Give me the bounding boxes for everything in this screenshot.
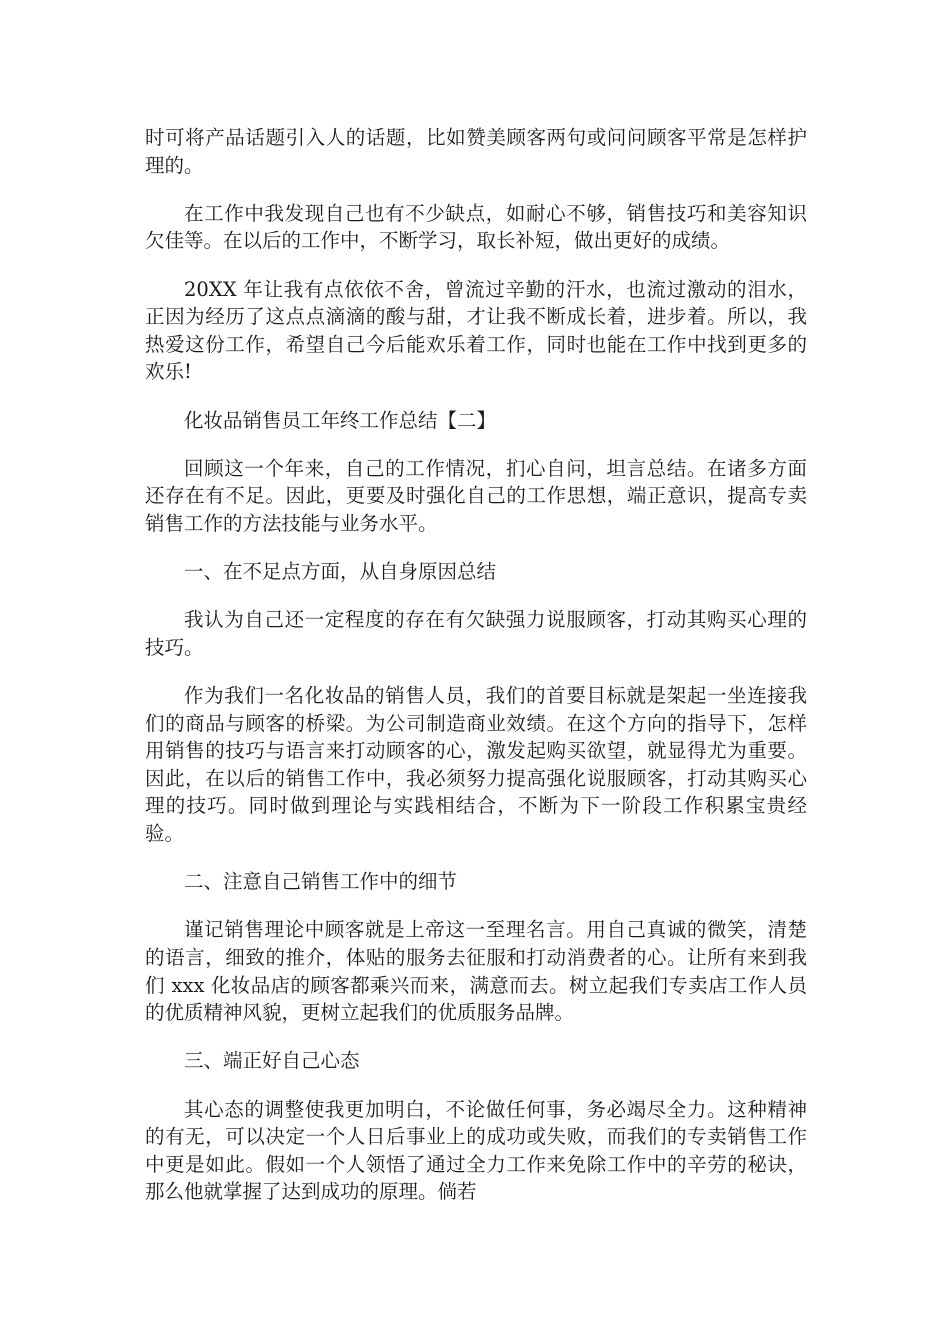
paragraph-persuasion: 我认为自己还一定程度的存在有欠缺强力说服顾客，打动其购买心理的技巧。	[145, 608, 807, 659]
paragraph-sales-goal: 作为我们一名化妆品的销售人员，我们的首要目标就是架起一坐连接我们的商品与顾客的桥梁。为公司制造商业效绩。在这个方向的指导下，怎样用销售的技巧与语言来打动顾客的心，激发起购买欲望，就显得尤为重要。因此，在以后的销售工作中，我必须努力提高强化说服顾客，打动其购买心理的技巧。同时做到理论与实践相结合，不断为下一阶段工作积累宝贵经验。	[145, 684, 807, 846]
paragraph-shortcomings: 在工作中我发现自己也有不少缺点，如耐心不够，销售技巧和美容知识欠佳等。在以后的工作中，不断学习，取长补短，做出更好的成绩。	[145, 201, 807, 253]
heading-point-one: 一、在不足点方面，从自身原因总结	[184, 560, 497, 584]
document-page	[145, 124, 807, 1227]
section-title: 化妆品销售员工年终工作总结【二】	[184, 408, 497, 432]
paragraph-mindset: 其心态的调整使我更加明白，不论做任何事，务必竭尽全力。这种精神的有无，可以决定一个人日后事业上的成功或失败，而我们的专卖销售工作中更是如此。假如一个人领悟了通过全力工作来免除工作中的辛劳的秘诀，那么他就掌握了达到成功的原理。倘若	[145, 1097, 807, 1204]
paragraph-customer-service: 谨记销售理论中顾客就是上帝这一至理名言。用自己真诚的微笑，清楚的语言，细致的推介，体贴的服务去征服和打动消费者的心。让所有来到我们 xxx 化妆品店的顾客都乘兴而来，满意而去。树立起我们专卖店工作人员的优质精神风貌，更树立起我们的优质服务品牌。	[145, 918, 807, 1025]
paragraph-continuation: 时可将产品话题引入人的话题，比如赞美顾客两句或问问顾客平常是怎样护理的。	[145, 126, 807, 177]
paragraph-review: 回顾这一个年来，自己的工作情况，扪心自问，坦言总结。在诸多方面还存在有不足。因此，更要及时强化自己的工作思想，端正意识，提高专卖销售工作的方法技能与业务水平。	[145, 456, 807, 535]
heading-point-two: 二、注意自己销售工作中的细节	[184, 870, 458, 894]
heading-point-three: 三、端正好自己心态	[184, 1049, 360, 1073]
paragraph-year-reflection: 20XX 年让我有点依依不舍，曾流过辛勤的汗水，也流过激动的泪水，正因为经历了这点点滴滴的酸与甜，才让我不断成长着，进步着。所以，我热爱这份工作，希望自己今后能欢乐着工作，同时也能在工作中找到更多的欢乐!	[145, 277, 807, 384]
